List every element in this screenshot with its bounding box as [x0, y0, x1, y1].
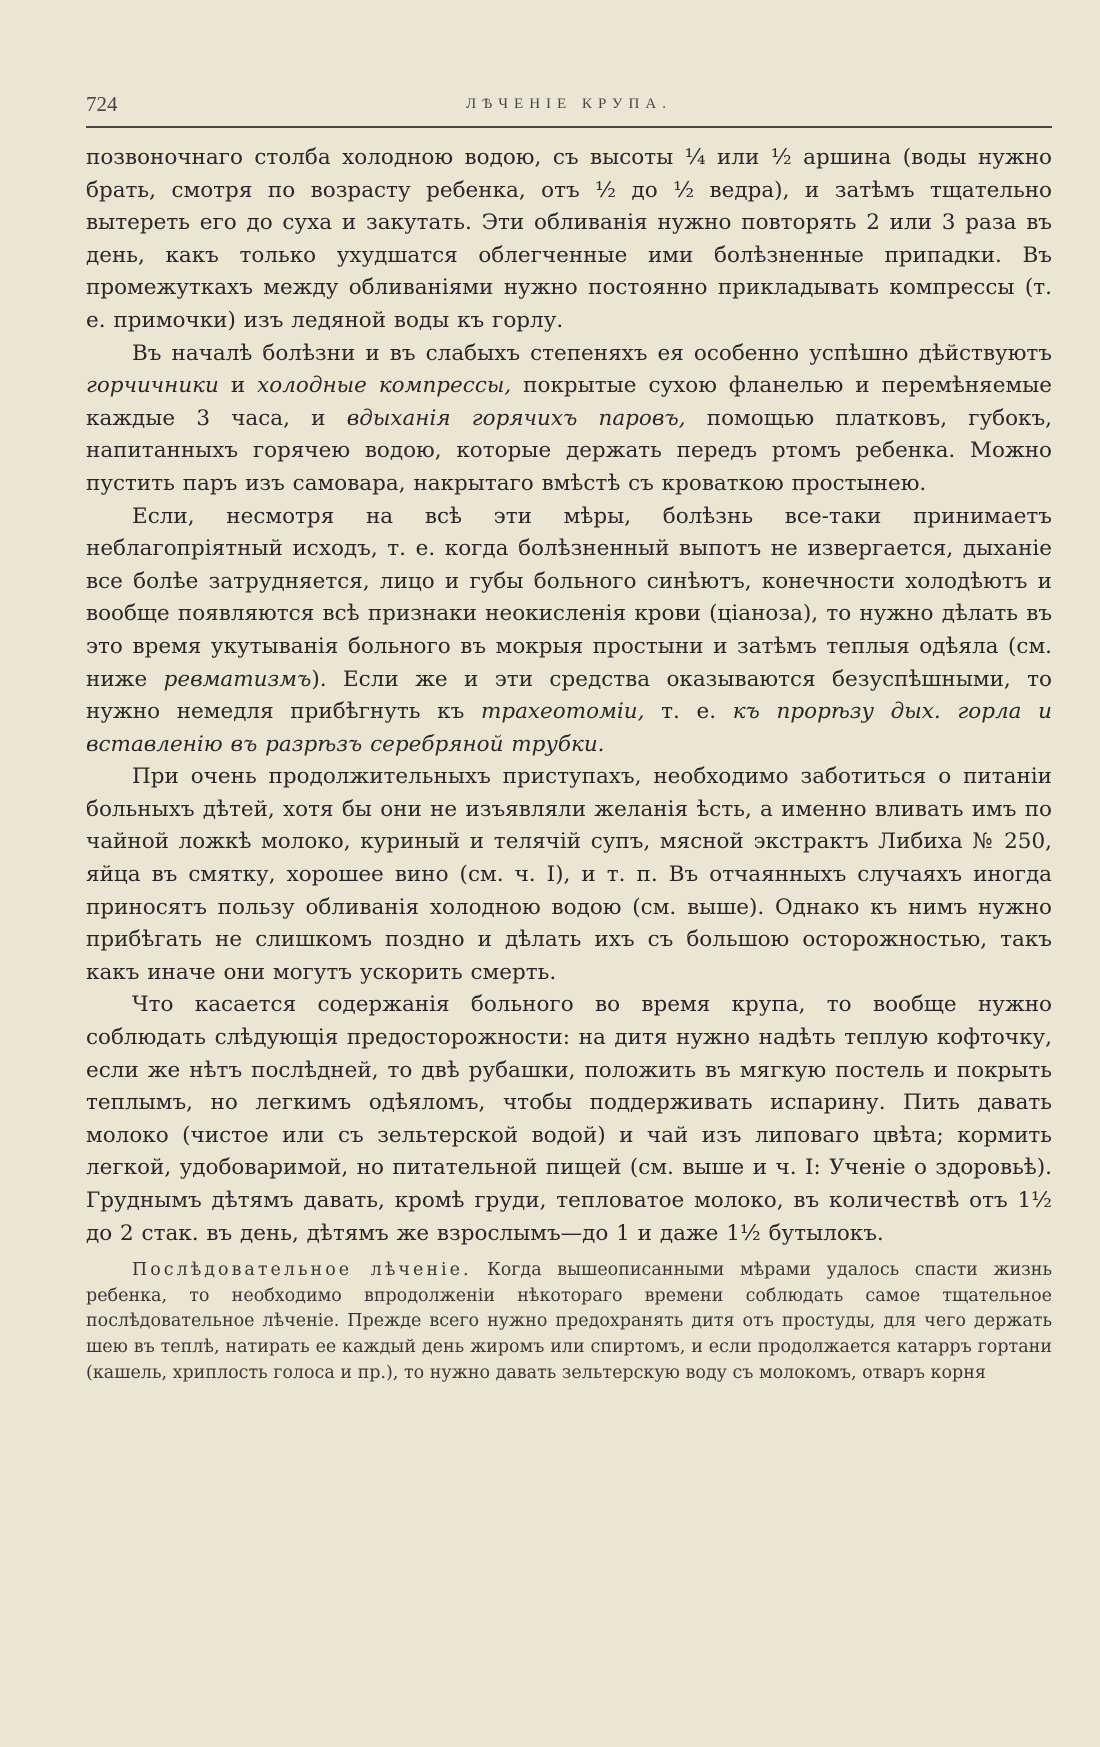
header-rule: [86, 126, 1052, 128]
italic-text-segment: горчичники: [86, 373, 219, 399]
text-segment: т. е.: [644, 699, 733, 725]
italic-text-segment: трахеотоміи,: [480, 699, 645, 725]
text-segment: Что касается содержанія больного во время крупа, то вообще нужно соблюдать слѣдующія предосторожности: на дитя нужно надѣть теплую кофточку, если же нѣтъ послѣдней, то двѣ рубашки, положить въ мягкую постель и покрыть теплымъ, но легкимъ одѣяломъ, чтобы поддерживать испарину. Пить давать молоко (чистое или съ зельтерской водой) и чай изъ липоваго цвѣта; кормить легкой, удобоваримой, но питательной пищей (см. выше и ч. I: Ученіе о здоровьѣ). Груднымъ дѣтямъ давать, кромѣ груди, тепловатое молоко, въ количествѣ отъ 1½ до 2 стак. въ день, дѣтямъ же взрослымъ—до 1 и даже 1½ бутылокъ.: [86, 992, 1052, 1246]
italic-text-segment: къ прорѣзу дых. горла и вставленію въ разрѣзъ серебряной трубки.: [86, 699, 1053, 757]
text-segment: При очень продолжительныхъ приступахъ, необходимо заботиться о питаніи больныхъ дѣтей, хотя бы они не изъявляли желанія ѣсть, а именно вливать имъ по чайной ложкѣ молоко, куриный и телячій супъ, мясной экстрактъ Либиха № 250, яйца въ смятку, хорошее вино (см. ч. I), и т. п. Въ отчаянныхъ случаяхъ иногда приносятъ пользу обливанія холодною водою (см. выше). Однако къ нимъ нужно прибѣгать не слишкомъ поздно и дѣлать ихъ съ большою осторожностью, такъ какъ иначе они могутъ ускорить смерть.: [86, 764, 1052, 985]
paragraph: [86, 338, 1052, 501]
small-print-paragraph: [86, 1258, 1052, 1386]
body-text: [86, 142, 1052, 1250]
text-segment: покрытые сухою фланелью и перемѣняемые каждые 3 часа, и: [86, 373, 1052, 431]
page-header: [86, 92, 1052, 126]
paragraph: [86, 142, 1052, 338]
text-segment: Въ началѣ болѣзни и въ слабыхъ степеняхъ ея особенно успѣшно дѣйствуютъ: [132, 340, 1052, 366]
text-segment: Если, несмотря на всѣ эти мѣры, болѣзнь все-таки принимаетъ неблагопріятный исходъ, т. е. когда болѣзненный выпотъ не извергается, дыханіе все болѣе затрудняется, лицо и губы больного синѣютъ, конечности холодѣютъ и вообще появляются всѣ признаки неокисленія крови (ціаноза), то нужно дѣлать въ это время укутыванія больного въ мокрыя простыни и затѣмъ теплыя одѣяла (см. ниже: [86, 503, 1052, 692]
paragraph: [86, 989, 1052, 1250]
section-text: Когда вышеописанными мѣрами удалось спасти жизнь ребенка, то необходимо впродолженіи нѣкотораго времени соблюдать самое тщательное послѣдовательное лѣченіе. Прежде всего нужно предохранять дитя отъ простуды, для чего держать шею въ теплѣ, натирать ее каждый день жиромъ или спиртомъ, и если продолжается катарръ гортани (кашель, хриплость голоса и пр.), то нужно давать зельтерскую воду съ молокомъ, отваръ корня: [86, 1260, 1052, 1383]
small-print-section: [86, 1258, 1052, 1386]
paragraph: [86, 501, 1052, 762]
italic-text-segment: холодные компрессы,: [257, 373, 512, 399]
italic-text-segment: ревматизмъ: [163, 666, 312, 692]
text-segment: помощью платковъ, губокъ, напитанныхъ горячею водою, которые держать передъ ртомъ ребенка. Можно пустить паръ изъ самовара, накрытаго вмѣстѣ съ кроваткою простынею.: [86, 405, 1052, 496]
text-segment: и: [218, 373, 258, 399]
running-title: ЛѢЧЕНІЕ КРУПА.: [466, 96, 672, 112]
text-segment: позвоночнаго столба холодною водою, съ высоты ¼ или ½ аршина (воды нужно брать, смотря по возрасту ребенка, отъ ½ до ½ ведра), и затѣмъ тщательно вытереть его до суха и закутать. Эти обливанія нужно повторять 2 или 3 раза въ день, какъ только ухудшатся облегченные ими болѣзненные припадки. Въ промежуткахъ между обливаніями нужно постоянно прикладывать компрессы (т. е. примочки) изъ ледяной воды къ горлу.: [86, 145, 1052, 333]
paragraph: [86, 761, 1052, 989]
page-number: 724: [86, 92, 118, 116]
italic-text-segment: вдыханія горячихъ паровъ,: [346, 405, 686, 431]
text-segment: ). Если же и эти средства оказываются безуспѣшными, то нужно немедля прибѣгнуть къ: [86, 666, 1052, 725]
section-lead: Послѣдовательное лѣченіе.: [132, 1260, 472, 1281]
